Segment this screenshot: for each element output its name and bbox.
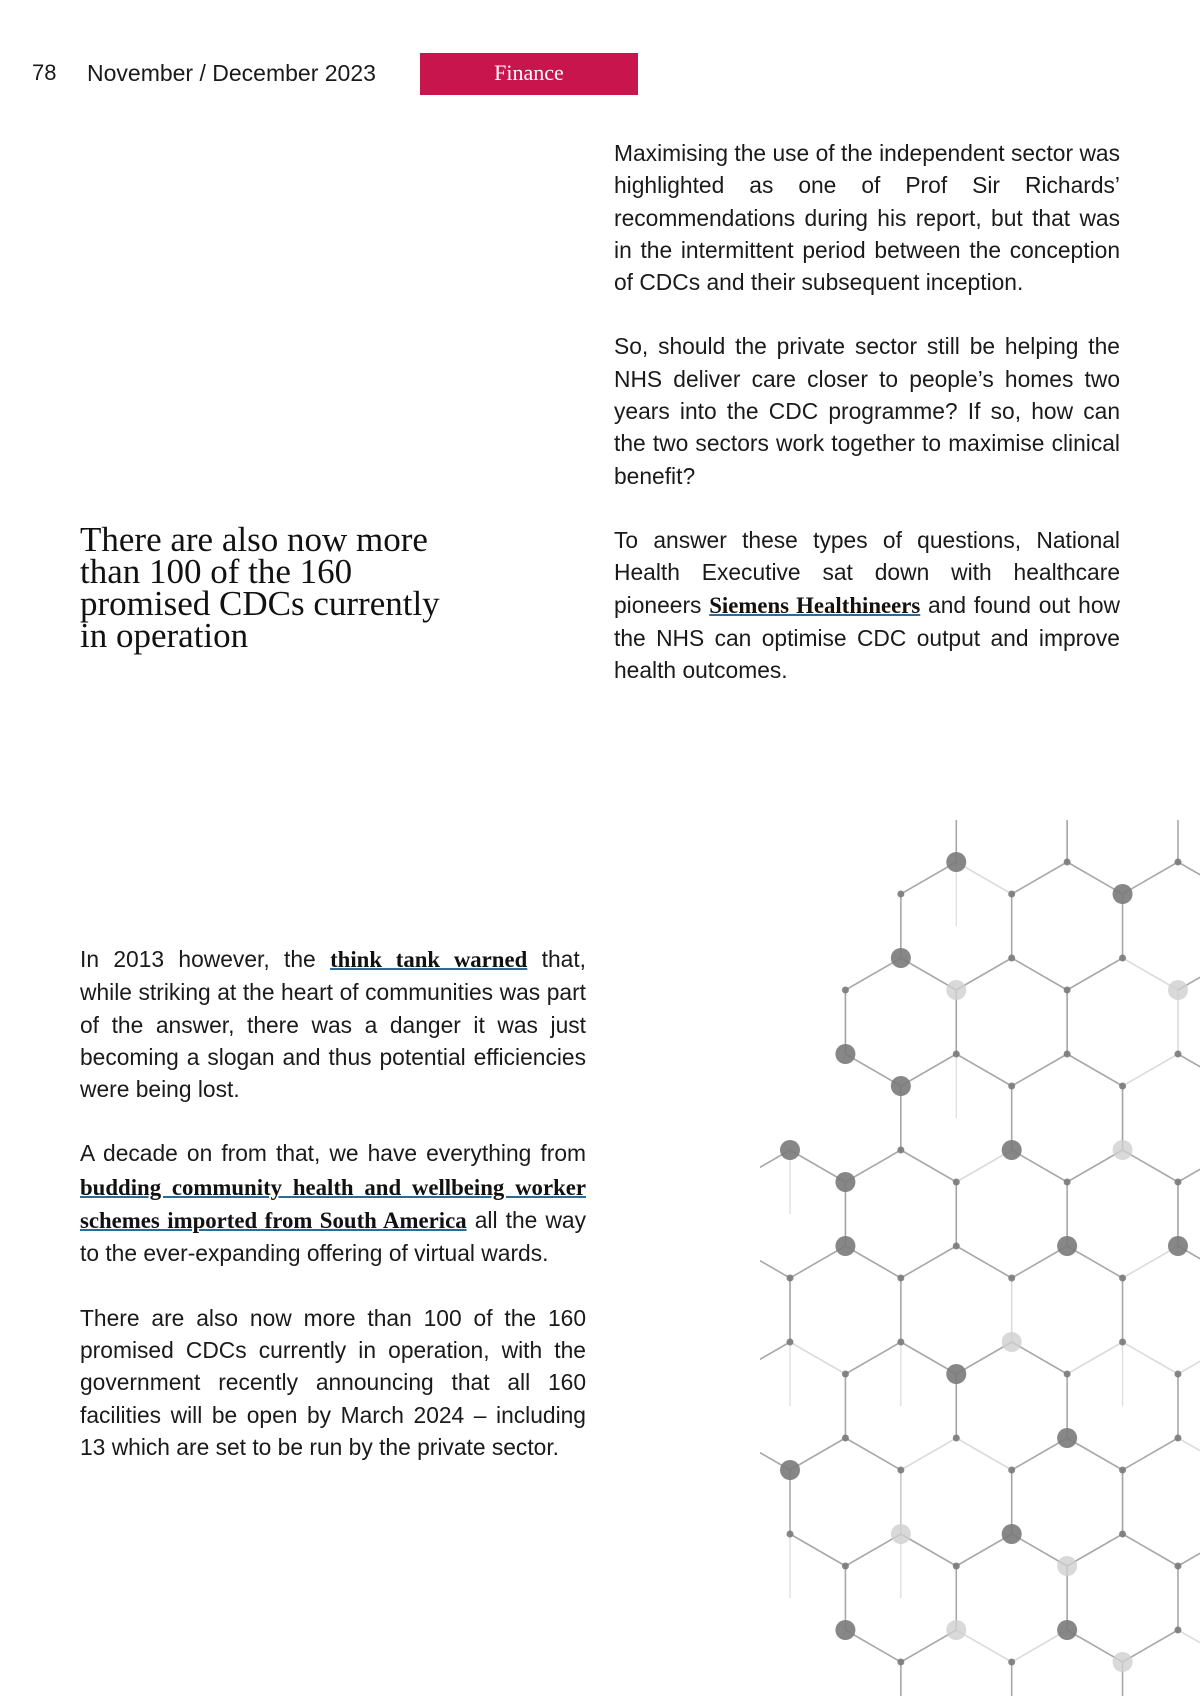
left-column <box>80 943 586 1495</box>
network-node <box>1057 1620 1077 1640</box>
network-node <box>1119 1531 1126 1538</box>
network-node <box>953 1243 960 1250</box>
paragraph-text: that, while striking at the heart of communities was part of the answer, there was a danger it was just becoming a slogan and thus potential efficiencies were being lost. <box>80 946 586 1103</box>
network-node <box>1119 955 1126 962</box>
network-node <box>897 1147 904 1154</box>
network-node <box>953 1051 960 1058</box>
network-node <box>946 852 966 872</box>
network-node <box>835 1172 855 1192</box>
network-node <box>891 948 911 968</box>
network-node <box>891 1076 911 1096</box>
network-node <box>1008 1275 1015 1282</box>
network-node <box>946 1620 966 1640</box>
network-node <box>1064 1179 1071 1186</box>
network-node <box>780 1460 800 1480</box>
section-tag: Finance <box>420 53 638 95</box>
paragraph-text: A decade on from that, we have everything from <box>80 1140 586 1167</box>
network-node <box>1002 1140 1022 1160</box>
think-tank-warned-link[interactable]: think tank warned <box>330 947 528 972</box>
network-node <box>946 1364 966 1384</box>
network-node <box>835 1044 855 1064</box>
network-node <box>1174 1627 1181 1634</box>
paragraph <box>80 1137 586 1269</box>
paragraph <box>614 524 1120 686</box>
paragraph-text: and found out how the NHS can optimise CDC output and improve health outcomes. <box>614 591 1120 684</box>
network-node <box>946 980 966 1000</box>
network-node <box>953 1435 960 1442</box>
network-node <box>842 987 849 994</box>
pull-quote: There are also now more than 100 of the 160 promised CDCs currently in operation <box>80 520 440 655</box>
network-node <box>787 1275 794 1282</box>
network-node <box>1113 1140 1133 1160</box>
page-number: 78 <box>32 60 57 85</box>
network-node <box>1002 1332 1022 1352</box>
right-column <box>614 137 1120 718</box>
network-node <box>787 1531 794 1538</box>
network-node <box>1174 1563 1181 1570</box>
network-node <box>1064 1051 1071 1058</box>
network-node <box>842 1371 849 1378</box>
network-node <box>1008 1083 1015 1090</box>
network-node <box>1119 1467 1126 1474</box>
network-node <box>1008 891 1015 898</box>
network-node <box>1057 1556 1077 1576</box>
network-node <box>1174 859 1181 866</box>
paragraph <box>80 943 586 1105</box>
network-node <box>1168 1236 1188 1256</box>
network-node <box>897 1339 904 1346</box>
network-node <box>1174 1371 1181 1378</box>
paragraph: There are also now more than 100 of the 160 promised CDCs currently in operation, with the government recently announcing that all 160 facilities will be open by March 2024 – including 13 which are set to be run by the private sector. <box>80 1304 586 1460</box>
paragraph-text: To answer these types of questions, National Health Executive sat down with healthcare pioneers <box>614 526 1120 618</box>
network-node <box>1064 1371 1071 1378</box>
network-node <box>1008 955 1015 962</box>
network-node <box>1119 1083 1126 1090</box>
network-node <box>1008 1659 1015 1666</box>
network-node <box>1174 1051 1181 1058</box>
network-node <box>1008 1467 1015 1474</box>
paragraph-text: all the way to the ever-expanding offering of virtual wards. <box>80 1207 586 1267</box>
network-node <box>842 1435 849 1442</box>
network-node <box>787 1339 794 1346</box>
network-node <box>1113 1652 1133 1672</box>
network-node <box>1174 1179 1181 1186</box>
network-node <box>835 1620 855 1640</box>
network-node <box>1168 980 1188 1000</box>
network-node <box>1113 884 1133 904</box>
network-node <box>1119 1275 1126 1282</box>
network-node <box>891 1524 911 1544</box>
community-health-schemes-link[interactable]: budding community health and wellbeing worker schemes imported from South America <box>80 1174 586 1234</box>
network-node <box>1064 987 1071 994</box>
network-node <box>842 1563 849 1570</box>
network-node <box>1057 1236 1077 1256</box>
network-lines <box>760 820 1200 1696</box>
network-node <box>1064 859 1071 866</box>
network-node <box>897 1659 904 1666</box>
hexagon-network-graphic <box>760 820 1200 1696</box>
network-node <box>1057 1428 1077 1448</box>
network-node <box>1174 1435 1181 1442</box>
paragraph: So, should the private sector still be helping the NHS deliver care closer to people’s homes two years into the CDC programme? If so, how can the two sectors work together to maximise clinical benefit? <box>614 333 1120 489</box>
network-node <box>897 1467 904 1474</box>
paragraph-text: In 2013 however, the <box>80 946 331 972</box>
network-node <box>835 1236 855 1256</box>
network-node <box>953 1563 960 1570</box>
network-node <box>780 1140 800 1160</box>
network-node <box>1002 1524 1022 1544</box>
siemens-healthineers-link[interactable]: Siemens Healthineers <box>709 592 921 618</box>
network-node <box>897 1275 904 1282</box>
network-node <box>897 891 904 898</box>
paragraph: Maximising the use of the independent sector was highlighted as one of Prof Sir Richards’ recommendations during his report, but that was in the intermittent period between the conception of CDCs and their subsequent inception. <box>614 140 1120 296</box>
network-node <box>1119 1339 1126 1346</box>
issue-date: November / December 2023 <box>87 60 376 86</box>
network-node <box>953 1179 960 1186</box>
